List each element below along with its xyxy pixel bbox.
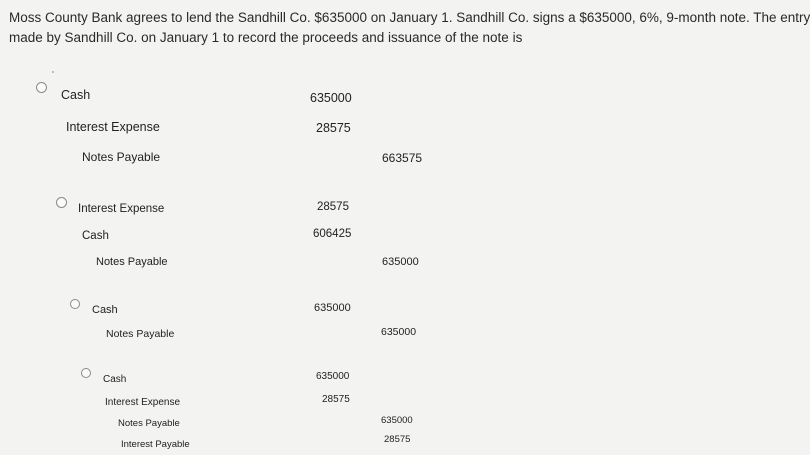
option-d-credit-4: 28575 <box>384 434 411 445</box>
radio-button-option-c[interactable] <box>70 299 80 309</box>
option-d-debit-2: 28575 <box>322 394 350 405</box>
option-d-account-4: Interest Payable <box>121 439 190 450</box>
option-d-credit-3: 635000 <box>381 415 413 426</box>
option-a-account-3: Notes Payable <box>82 150 161 164</box>
option-c-credit-2: 635000 <box>381 326 417 338</box>
option-a-account-2: Interest Expense <box>66 120 160 134</box>
radio-button-option-d[interactable] <box>81 368 91 378</box>
option-d-account-3: Notes Payable <box>118 418 180 429</box>
option-c-debit-1: 635000 <box>314 302 351 314</box>
option-b-debit-1: 28575 <box>317 201 349 213</box>
radio-button-option-a[interactable] <box>36 82 47 93</box>
radio-button-option-b[interactable] <box>56 197 67 208</box>
option-d-account-2: Interest Expense <box>105 397 181 408</box>
stray-dot <box>52 71 54 73</box>
option-c-account-1: Cash <box>92 304 118 316</box>
option-b-debit-2: 606425 <box>313 228 352 240</box>
option-d-account-1: Cash <box>103 374 127 385</box>
question-text <box>9 8 810 48</box>
option-b-credit-3: 635000 <box>382 256 419 268</box>
option-a-credit-3: 663575 <box>382 151 423 165</box>
option-a-debit-2: 28575 <box>316 121 351 135</box>
option-b-account-3: Notes Payable <box>96 256 168 268</box>
option-c-account-2: Notes Payable <box>106 328 175 340</box>
option-a-debit-1: 635000 <box>310 91 352 105</box>
option-d-debit-1: 635000 <box>316 371 350 382</box>
option-b-account-1: Interest Expense <box>78 203 165 215</box>
question-line-2: made by Sandhill Co. on January 1 to record the proceeds and issuance of the note is <box>9 30 523 45</box>
option-a-account-1: Cash <box>61 88 91 102</box>
option-b-account-2: Cash <box>82 230 109 242</box>
question-line-1: Moss County Bank agrees to lend the Sandhill Co. $635000 on January 1. Sandhill Co. signs a $635000, 6%, 9-month note. The entry <box>9 10 810 25</box>
